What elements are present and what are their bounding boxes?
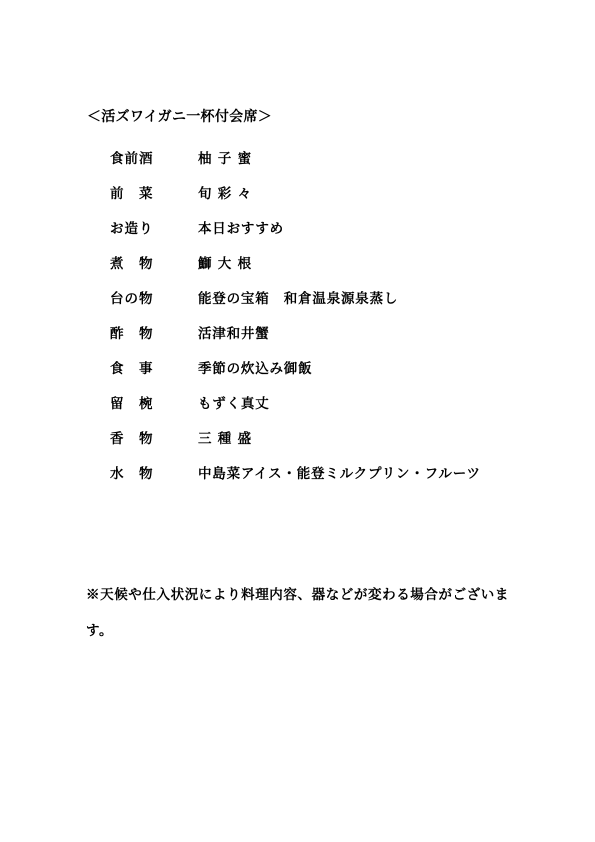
- course-row: [110, 217, 580, 252]
- course-list: [110, 147, 580, 497]
- course-item: 旬 彩 々: [198, 186, 252, 202]
- course-item: 中島菜アイス・能登ミルクプリン・フルーツ: [198, 466, 481, 482]
- course-label: 留 椀: [110, 396, 154, 412]
- course-label: お造り: [110, 221, 154, 237]
- course-row: [110, 357, 580, 392]
- course-row: [110, 287, 580, 322]
- menu-title: ＜活ズワイガニ一杯付会席＞: [87, 109, 273, 125]
- course-item: 柚 子 蜜: [198, 151, 252, 167]
- course-item: 季節の炊込み御飯: [198, 361, 313, 377]
- course-label: 食 事: [110, 361, 154, 377]
- course-row: [110, 392, 580, 427]
- course-item: 活津和井蟹: [198, 326, 270, 342]
- course-label: 前 菜: [110, 186, 154, 202]
- course-item: もずく真丈: [198, 396, 270, 412]
- course-label: 煮 物: [110, 256, 154, 272]
- course-row: [110, 147, 580, 182]
- course-row: [110, 462, 580, 497]
- course-label: 香 物: [110, 431, 154, 447]
- course-item: 鰤 大 根: [198, 256, 252, 272]
- disclaimer-note: ※天候や仕入状況により料理内容、器などが変わる場合がございます。: [86, 587, 509, 639]
- course-item: 本日おすすめ: [198, 221, 284, 237]
- course-row: [110, 427, 580, 462]
- course-row: [110, 182, 580, 217]
- course-row: [110, 322, 580, 357]
- course-label: 台の物: [110, 291, 154, 307]
- course-item: 能登の宝箱 和倉温泉源泉蒸し: [198, 291, 399, 307]
- course-label: 水 物: [110, 466, 154, 482]
- course-label: 食前酒: [110, 151, 154, 167]
- course-item: 三 種 盛: [198, 431, 252, 447]
- course-label: 酢 物: [110, 326, 154, 342]
- course-row: [110, 252, 580, 287]
